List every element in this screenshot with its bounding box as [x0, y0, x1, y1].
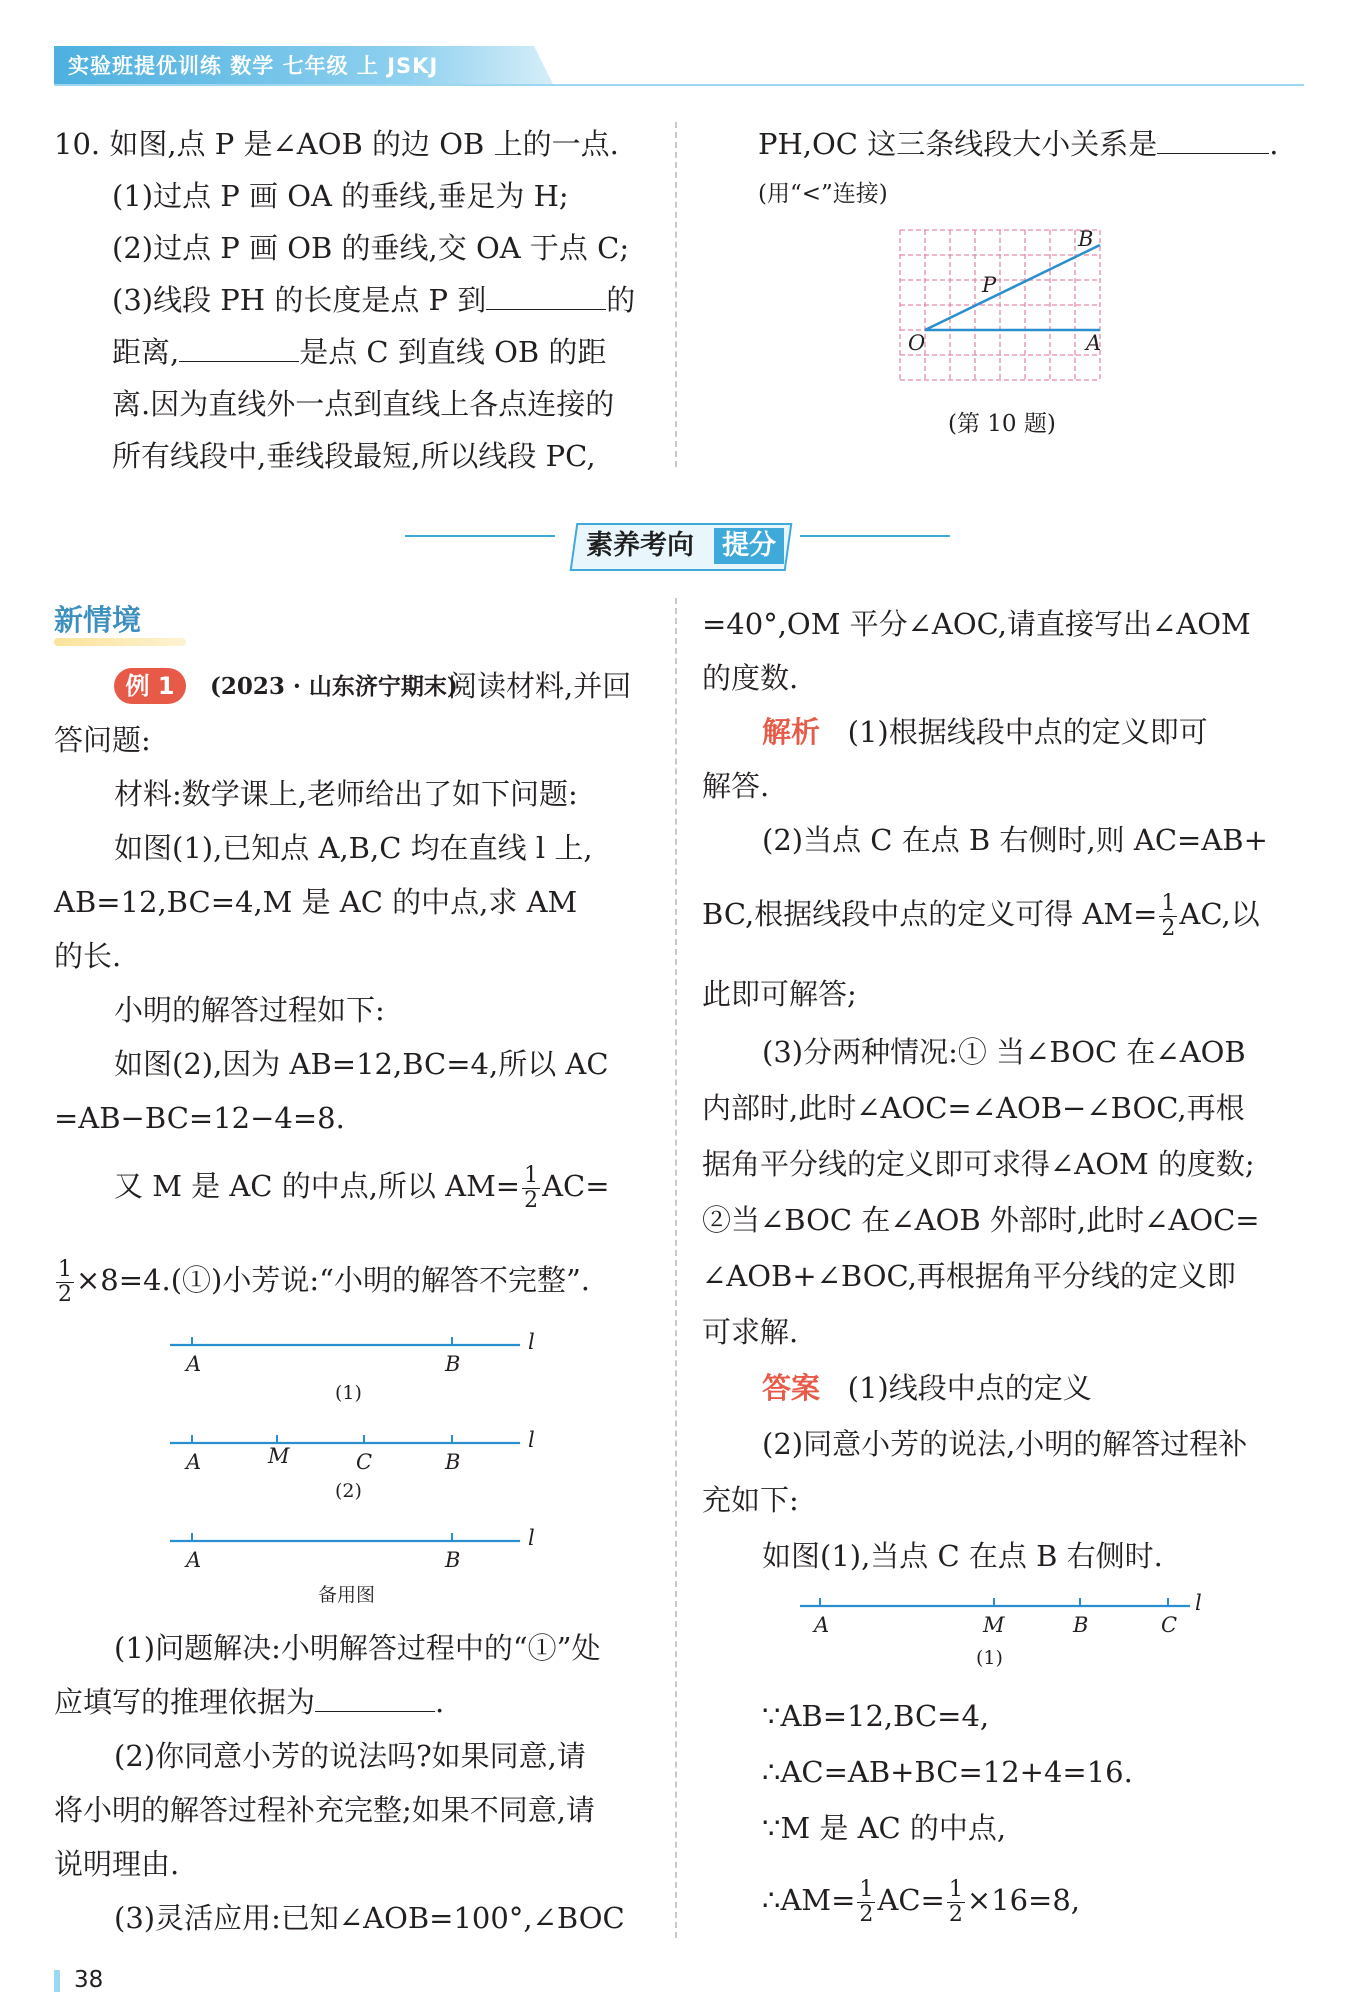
- fraction-den: 2: [524, 1187, 539, 1213]
- example-badge: 例 1: [114, 668, 186, 704]
- label-l: l: [1195, 1591, 1202, 1615]
- frac-text-c: ×16=8,: [966, 1883, 1080, 1917]
- label-a: A: [186, 1450, 202, 1474]
- q10-part3-line3: 离.因为直线外一点到直线上各点连接的: [112, 387, 615, 421]
- label-m: M: [983, 1613, 1005, 1637]
- fraction-half: [522, 1164, 540, 1213]
- label-b: B: [445, 1548, 461, 1572]
- answer-blank: [1157, 127, 1269, 154]
- fraction-den: 2: [58, 1281, 72, 1307]
- right-line: 可求解.: [702, 1315, 799, 1349]
- right-line: 如图(1),当点 C 在点 B 右侧时.: [762, 1539, 1163, 1573]
- banner-line-right: [800, 535, 950, 537]
- question-2-b: 将小明的解答过程补充完整;如果不同意,请: [54, 1793, 595, 1827]
- right-line: ∵M 是 AC 的中点,: [762, 1811, 1007, 1845]
- right-line: 此即可解答;: [702, 977, 857, 1011]
- frac-text: 又 M 是 AC 的中点,所以 AM=: [114, 1169, 521, 1203]
- label-c: C: [1161, 1613, 1178, 1637]
- fraction-num: 1: [948, 1876, 963, 1902]
- question-1-text: 应填写的推理依据为: [54, 1685, 316, 1719]
- fraction-den: 2: [1161, 915, 1176, 941]
- example-line: 小明的解答过程如下:: [114, 993, 385, 1027]
- label-m: M: [268, 1444, 290, 1468]
- section-title: 新情境: [54, 603, 142, 637]
- line-figures-left: [150, 1325, 550, 1615]
- page-number-marker: [54, 1970, 60, 1992]
- page-number: 38: [74, 1967, 104, 1993]
- right-line: (2)同意小芳的说法,小明的解答过程补: [762, 1427, 1248, 1461]
- answer-blank: [179, 335, 299, 362]
- right-line: ∵AB=12,BC=4,: [762, 1699, 990, 1733]
- column-divider-top: [675, 122, 677, 467]
- frac-text: BC,根据线段中点的定义可得 AM=: [702, 897, 1158, 931]
- right-line: ∠AOB+∠BOC,再根据角平分线的定义即: [702, 1259, 1236, 1293]
- example-line: 的长.: [54, 939, 122, 973]
- right-line: 的度数.: [702, 661, 799, 695]
- label-l: l: [528, 1428, 535, 1452]
- fraction-den: 2: [859, 1901, 874, 1927]
- q10-text-distance: 距离,: [112, 335, 180, 369]
- fraction-den: 2: [948, 1901, 963, 1927]
- label-b: B: [445, 1352, 461, 1376]
- figure-2: [170, 1428, 535, 1502]
- q10-hint: (用“<”连接): [758, 181, 888, 207]
- answer-label: 答案: [762, 1371, 821, 1405]
- example-line: 答问题:: [54, 723, 151, 757]
- figure-caption: (1): [976, 1647, 1003, 1669]
- right-line: 内部时,此时∠AOC=∠AOB−∠BOC,再根: [702, 1091, 1245, 1125]
- answer-blank: [486, 283, 606, 310]
- ray-ob: [925, 245, 1100, 330]
- q10-part2: (2)过点 P 画 OB 的垂线,交 OA 于点 C;: [112, 231, 630, 265]
- question-1-b: [54, 1676, 444, 1729]
- q10-relation-end: .: [1269, 127, 1279, 161]
- label-o: O: [908, 331, 926, 355]
- question-1-end: .: [435, 1685, 445, 1719]
- label-b: B: [445, 1450, 461, 1474]
- example-line-frac: [114, 1160, 610, 1213]
- q10-text-distance-b: 是点 C 到直线 OB 的距: [299, 335, 607, 369]
- column-divider-main: [675, 598, 677, 1938]
- header-rule: [54, 84, 1304, 86]
- figure-caption: 备用图: [318, 1584, 376, 1606]
- example-line: 阅读材料,并回: [448, 669, 632, 703]
- fraction-num: 1: [859, 1876, 874, 1902]
- answer-blank: [315, 1685, 435, 1712]
- figure-caption: (1): [335, 1382, 362, 1404]
- fraction-num: 1: [524, 1162, 539, 1188]
- right-line: ∴AC=AB+BC=12+4=16.: [762, 1755, 1133, 1789]
- answer-text: (1)线段中点的定义: [847, 1371, 1092, 1405]
- q10-part1: (1)过点 P 画 OA 的垂线,垂足为 H;: [112, 179, 569, 213]
- fraction-half: [947, 1878, 965, 1927]
- label-c: C: [356, 1450, 373, 1474]
- example-line: =AB−BC=12−4=8.: [54, 1101, 345, 1135]
- label-l: l: [528, 1330, 535, 1354]
- question-1: (1)问题解决:小明解答过程中的“①”处: [114, 1631, 601, 1665]
- question-3: (3)灵活应用:已知∠AOB=100°,∠BOC: [114, 1901, 625, 1935]
- grid-lines: [900, 230, 1100, 380]
- example-line: 如图(2),因为 AB=12,BC=4,所以 AC: [114, 1047, 609, 1081]
- frac-text: ∴AM=: [762, 1883, 856, 1917]
- label-a: A: [186, 1352, 202, 1376]
- question-2-c: 说明理由.: [54, 1847, 180, 1881]
- frac-text-b: AC=: [542, 1169, 610, 1203]
- example-line: 如图(1),已知点 A,B,C 均在直线 l 上,: [114, 831, 593, 865]
- right-line: 据角平分线的定义即可求得∠AOM 的度数;: [702, 1147, 1255, 1181]
- fraction-half: [1159, 892, 1177, 941]
- label-b: B: [1073, 1613, 1089, 1637]
- q10-part3: [112, 274, 635, 327]
- label-b: B: [1078, 227, 1094, 251]
- banner-line-left: [405, 535, 555, 537]
- label-p: P: [982, 273, 997, 297]
- q10-grid-figure: [890, 224, 1120, 409]
- example-source: (2023 · 山东济宁期末): [210, 673, 458, 700]
- frac-text-c: ×8=4.(①)小芳说:“小明的解答不完整”.: [76, 1263, 590, 1297]
- question-2: (2)你同意小芳的说法吗?如果同意,请: [114, 1739, 586, 1773]
- figure-1: [170, 1330, 535, 1404]
- q10-part3-line5: [758, 118, 1278, 171]
- analysis-line: [762, 706, 1208, 759]
- q10-part3-line4: 所有线段中,垂线段最短,所以线段 PC,: [112, 439, 596, 473]
- q10-relation-text: PH,OC 这三条线段大小关系是: [758, 127, 1158, 161]
- q10-part3-text-b: 的: [606, 283, 636, 317]
- frac-text-b: AC=: [877, 1883, 945, 1917]
- figure-spare: [170, 1526, 535, 1606]
- figure-caption: (2): [335, 1480, 362, 1502]
- label-l: l: [528, 1526, 535, 1550]
- right-line: =40°,OM 平分∠AOC,请直接写出∠AOM: [702, 607, 1251, 641]
- fraction-num: 1: [1161, 890, 1176, 916]
- fraction-num: 1: [58, 1256, 72, 1282]
- right-line: ②当∠BOC 在∠AOB 外部时,此时∠AOC=: [702, 1203, 1260, 1237]
- right-line: 充如下:: [702, 1483, 799, 1517]
- section-title-underline: [54, 638, 186, 646]
- right-line: (3)分两种情况:① 当∠BOC 在∠AOB: [762, 1035, 1246, 1069]
- right-line-frac: [762, 1874, 1080, 1927]
- right-line: 解答.: [702, 769, 770, 803]
- right-line-frac: [702, 888, 1260, 941]
- example-line: 材料:数学课上,老师给出了如下问题:: [114, 777, 578, 811]
- example-line: AB=12,BC=4,M 是 AC 的中点,求 AM: [54, 885, 578, 919]
- frac-text-b: AC,以: [1179, 897, 1260, 931]
- answer-line: [762, 1362, 1092, 1415]
- analysis-label: 解析: [762, 715, 821, 749]
- banner-title: 素养考向: [586, 530, 694, 561]
- label-a: A: [1086, 331, 1102, 355]
- header-title: 实验班提优训练 数学 七年级 上 JSKJ: [68, 54, 439, 78]
- example-line-frac2: [54, 1254, 590, 1307]
- fraction-half: [857, 1878, 875, 1927]
- label-a: A: [186, 1548, 202, 1572]
- answer-line-figure: [790, 1591, 1220, 1684]
- q10-figure-caption: (第 10 题): [948, 411, 1056, 437]
- q10-part3-line2: [112, 326, 606, 379]
- banner-highlight: 提分: [714, 528, 784, 564]
- right-line: (2)当点 C 在点 B 右侧时,则 AC=AB+: [762, 823, 1268, 857]
- label-a: A: [814, 1613, 830, 1637]
- q10-part3-text: (3)线段 PH 的长度是点 P 到: [112, 283, 487, 317]
- q10-stem: 10. 如图,点 P 是∠AOB 的边 OB 上的一点.: [54, 127, 619, 161]
- analysis-text: (1)根据线段中点的定义即可: [847, 715, 1208, 749]
- fraction-half: [56, 1258, 74, 1307]
